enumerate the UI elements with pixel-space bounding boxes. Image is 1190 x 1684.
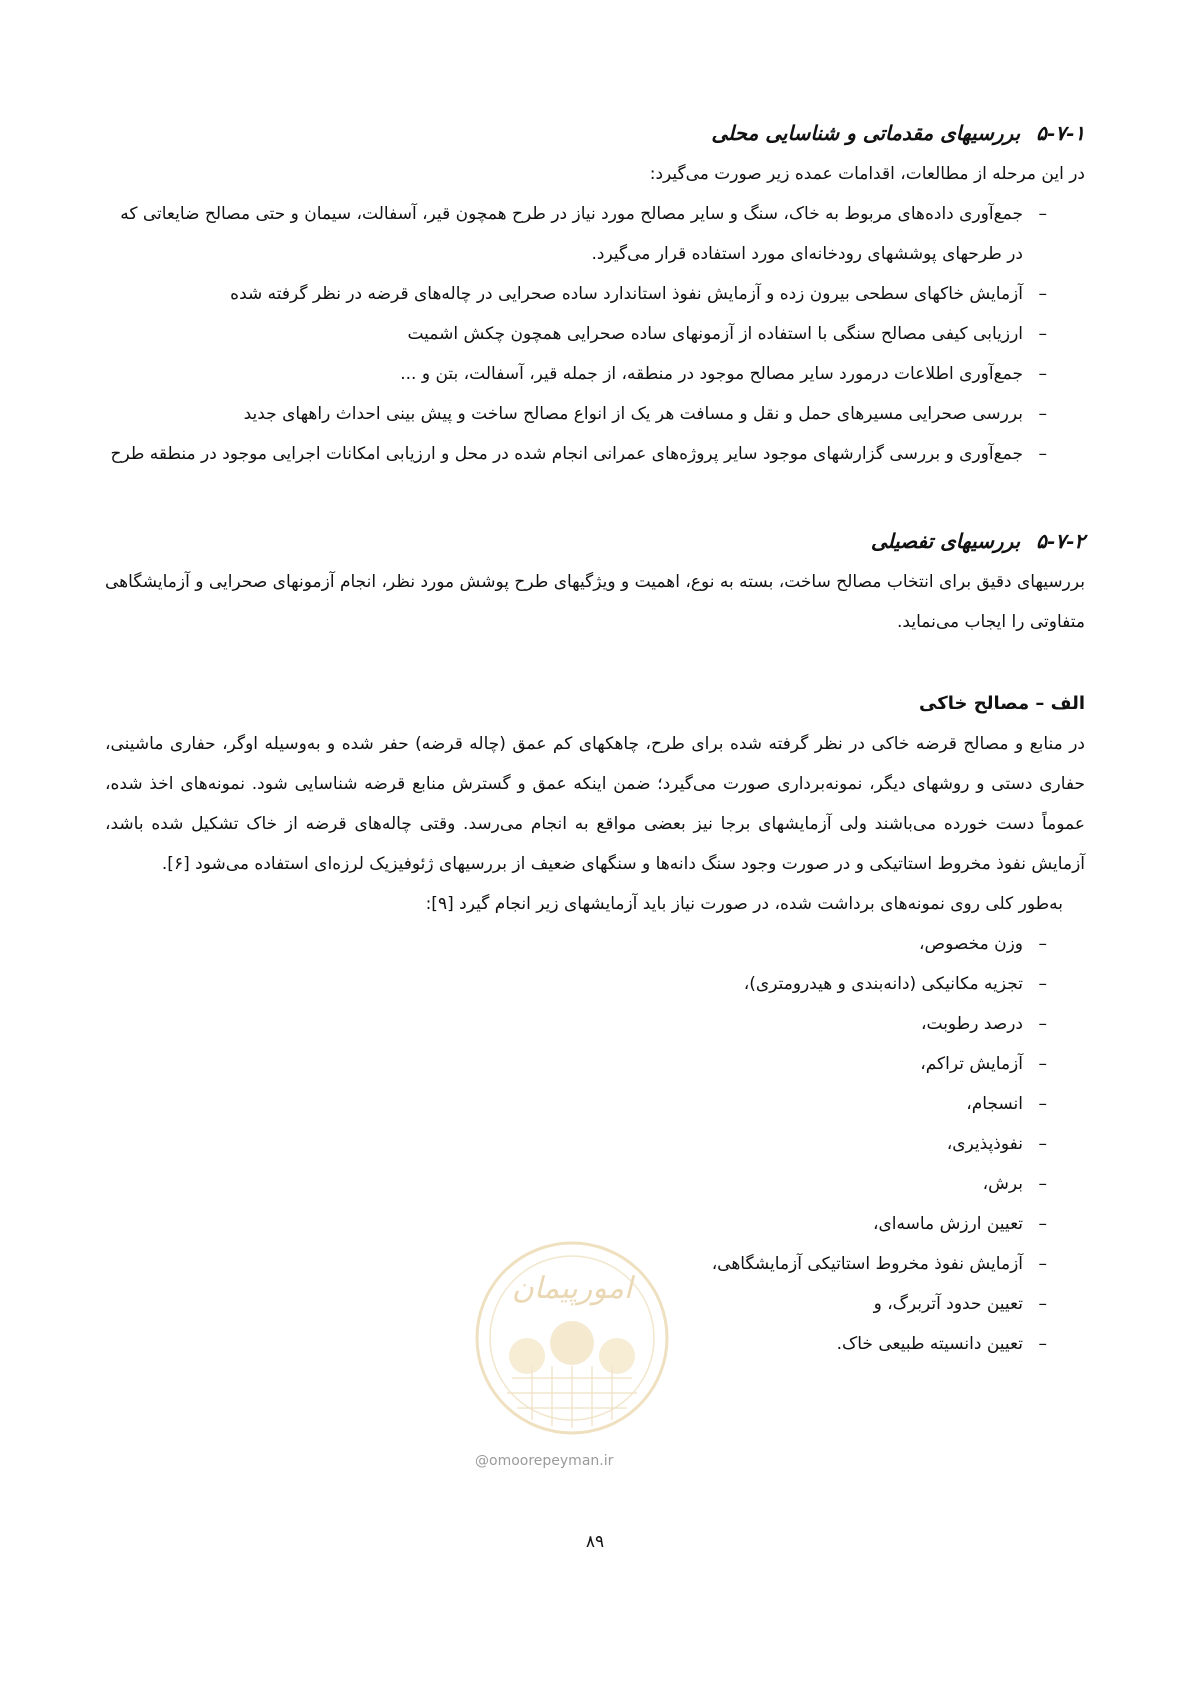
dash-bullet: – bbox=[1038, 1174, 1047, 1194]
dash-bullet: – bbox=[1038, 204, 1047, 224]
list-item-text: برش، bbox=[982, 1174, 1023, 1194]
dash-bullet: – bbox=[1038, 934, 1047, 954]
subsection-a-title: الف – مصالح خاکی bbox=[919, 693, 1085, 714]
dash-bullet: – bbox=[1038, 1294, 1047, 1314]
list-item bbox=[105, 924, 1085, 964]
list-item-text: آزمایش خاکهای سطحی بیرون زده و آزمایش نفوذ استاندارد ساده صحرایی در چاله‌های قرضه در نظر گرفته شده bbox=[230, 284, 1023, 304]
list-item-text: وزن مخصوص، bbox=[919, 934, 1023, 954]
list-item bbox=[105, 354, 1085, 394]
list-item bbox=[105, 274, 1085, 314]
list-item bbox=[105, 434, 1085, 474]
list-item bbox=[105, 1084, 1085, 1124]
dash-bullet: – bbox=[1038, 404, 1047, 424]
section-2-number: ۵-۷-۲ bbox=[1036, 529, 1085, 553]
list-item bbox=[105, 394, 1085, 434]
dash-bullet: – bbox=[1038, 1094, 1047, 1114]
section-2-title: بررسیهای تفصیلی bbox=[870, 529, 1021, 553]
section-1-intro: در این مرحله از مطالعات، اقدامات عمده زیر صورت می‌گیرد: bbox=[649, 164, 1085, 184]
list-item bbox=[105, 1044, 1085, 1084]
tests-intro: به‌طور کلی روی نمونه‌های برداشت شده، در صورت نیاز باید آزمایشهای زیر انجام گیرد [۹]: bbox=[425, 894, 1063, 914]
dash-bullet: – bbox=[1038, 1054, 1047, 1074]
list-item-text: درصد رطوبت، bbox=[921, 1014, 1023, 1034]
section-1-heading bbox=[105, 118, 1085, 148]
dash-bullet: – bbox=[1038, 974, 1047, 994]
list-item bbox=[105, 314, 1085, 354]
section-2-heading bbox=[105, 526, 1085, 556]
list-item-text: جمع‌آوری و بررسی گزارشهای موجود سایر پروژه‌های عمرانی انجام شده در محل و ارزیابی امکانات اجرایی موجود در منطقه طرح bbox=[110, 444, 1023, 464]
dash-bullet: – bbox=[1038, 364, 1047, 384]
dash-bullet: – bbox=[1038, 1014, 1047, 1034]
section-1-title: بررسیهای مقدماتی و شناسایی محلی bbox=[711, 121, 1021, 145]
list-item bbox=[105, 964, 1085, 1004]
list-item-text: ارزیابی کیفی مصالح سنگی با استفاده از آزمونهای ساده صحرایی همچون چکش اشمیت bbox=[407, 324, 1023, 344]
list-item-text: آزمایش نفوذ مخروط استاتیکی آزمایشگاهی، bbox=[711, 1254, 1023, 1274]
dash-bullet: – bbox=[1038, 1214, 1047, 1234]
dash-bullet: – bbox=[1038, 324, 1047, 344]
subsection-a-paragraph: در منابع و مصالح قرضه خاکی در نظر گرفته شده برای طرح، چاهکهای کم عمق (چاله قرضه) حفر شده و به‌وسیله اوگر، حفاری ماشینی، حفاری دستی و روشهای دیگر، نمونه‌برداری صورت می‌گیرد؛ ضمن اینکه عمق و گسترش منابع قرضه شناسایی شود. نمونه‌های اخذ شده، عموماً دست خورده می‌باشند ولی آزمایشهای برجا نیز بعضی مواقع به انجام می‌رسد. وقتی چاله‌های قرضه از خاک تشکیل شده باشد، آزمایش نفوذ مخروط استاتیکی و در صورت وجود سنگ دانه‌ها و سنگهای ضعیف از بررسیهای ژئوفیزیک لرزه‌ای استفاده می‌شود [۶]. bbox=[105, 734, 1085, 874]
list-item-text: تعیین دانسیته طبیعی خاک. bbox=[836, 1334, 1023, 1354]
list-item-text: انسجام، bbox=[966, 1094, 1023, 1114]
watermark-logo-text: امورپیمان bbox=[511, 1271, 633, 1306]
dash-bullet: – bbox=[1038, 1334, 1047, 1354]
list-item-text: بررسی صحرایی مسیرهای حمل و نقل و مسافت هر یک از انواع مصالح ساخت و پیش بینی احداث راههای جدید bbox=[243, 404, 1023, 424]
page-number: ۸۹ bbox=[585, 1532, 605, 1552]
list-item-text: جمع‌آوری اطلاعات درمورد سایر مصالح موجود در منطقه، از جمله قیر، آسفالت، بتن و ... bbox=[400, 364, 1023, 384]
list-item-text: آزمایش تراکم، bbox=[920, 1054, 1023, 1074]
dash-bullet: – bbox=[1038, 284, 1047, 304]
list-item bbox=[105, 1164, 1085, 1204]
dash-bullet: – bbox=[1038, 444, 1047, 464]
dash-bullet: – bbox=[1038, 1134, 1047, 1154]
list-item bbox=[105, 1124, 1085, 1164]
list-item-text: تعیین حدود آتربرگ، و bbox=[873, 1294, 1023, 1314]
watermark-logo bbox=[472, 1238, 672, 1448]
section-1-list bbox=[105, 194, 1085, 474]
list-item-text: تعیین ارزش ماسه‌ای، bbox=[873, 1214, 1023, 1234]
dash-bullet: – bbox=[1038, 1254, 1047, 1274]
list-item-text: نفوذپذیری، bbox=[946, 1134, 1023, 1154]
watermark-site: @omoorepeyman.ir bbox=[475, 1453, 614, 1469]
section-1-number: ۵-۷-۱ bbox=[1036, 121, 1085, 145]
list-item bbox=[105, 194, 1085, 274]
page-content bbox=[105, 118, 1085, 1364]
section-2-paragraph: بررسیهای دقیق برای انتخاب مصالح ساخت، بسته به نوع، اهمیت و ویژگیهای طرح پوشش مورد نظر، انجام آزمونهای صحرایی و آزمایشگاهی متفاوتی را ایجاب می‌نماید. bbox=[105, 572, 1085, 632]
list-item bbox=[105, 1004, 1085, 1044]
list-item-text: تجزیه مکانیکی (دانه‌بندی و هیدرومتری)، bbox=[743, 974, 1023, 994]
list-item-text: جمع‌آوری داده‌های مربوط به خاک، سنگ و سایر مصالح مورد نیاز در طرح همچون قیر، آسفالت، سیمان و حتی مصالح ضایعاتی که در طرحهای پوششهای رودخانه‌ای مورد استفاده قرار می‌گیرد. bbox=[120, 204, 1023, 264]
